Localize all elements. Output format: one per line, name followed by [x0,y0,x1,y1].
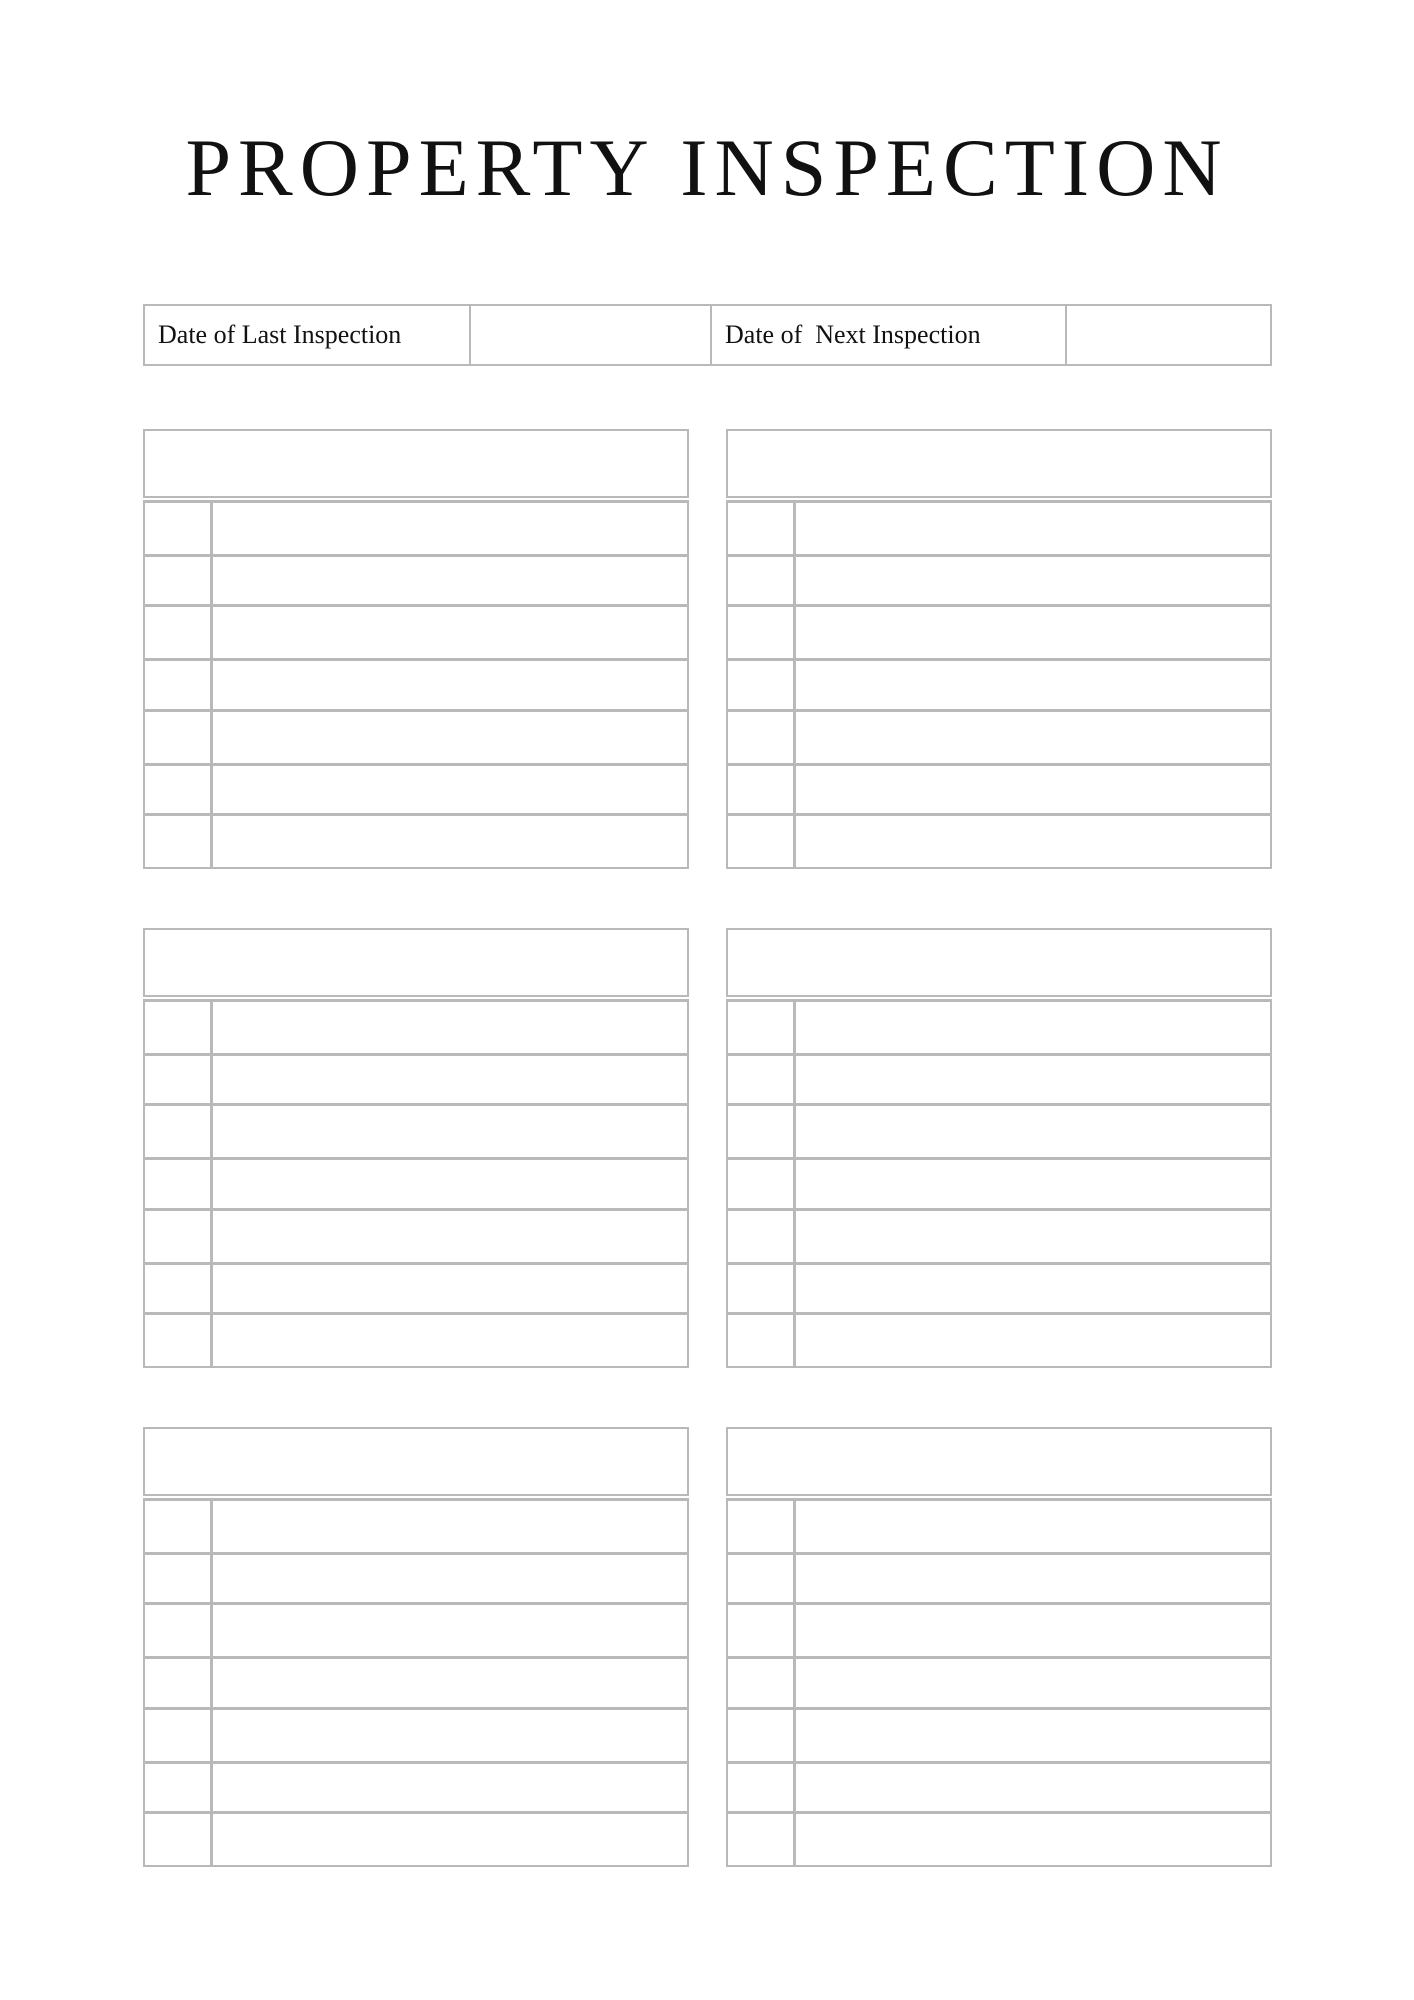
checkbox-cell[interactable] [728,1002,796,1053]
checkbox-cell[interactable] [728,1211,796,1262]
checklist-row [145,1707,687,1761]
inspection-dates-table [143,304,1272,366]
checkbox-cell[interactable] [145,1501,213,1552]
item-text-field[interactable] [213,1555,687,1602]
checklist-row [145,1157,687,1207]
checklist-row [728,1707,1270,1761]
next-inspection-label: Date of Next Inspection [725,320,981,349]
checkbox-cell[interactable] [145,766,213,813]
checkbox-cell[interactable] [145,1659,213,1706]
checklist-row [728,1208,1270,1262]
item-text-field[interactable] [213,1710,687,1761]
item-text-field[interactable] [213,1605,687,1656]
checkbox-cell[interactable] [145,503,213,554]
checklist-row [145,813,687,867]
checkbox-cell[interactable] [728,503,796,554]
section-heading-field[interactable] [726,1427,1272,1496]
item-text-field[interactable] [796,1501,1270,1552]
item-text-field[interactable] [213,1160,687,1207]
checklist-row [145,1656,687,1706]
checkbox-cell[interactable] [728,816,796,867]
checkbox-cell[interactable] [145,1555,213,1602]
checklist-row [728,604,1270,658]
item-text-field[interactable] [796,1764,1270,1811]
checkbox-cell[interactable] [728,1501,796,1552]
checkbox-cell[interactable] [145,816,213,867]
checklist-row [728,1498,1270,1552]
checklist-row [728,1602,1270,1656]
checkbox-cell[interactable] [728,1814,796,1865]
section-heading-field[interactable] [143,429,689,498]
checkbox-cell[interactable] [728,1160,796,1207]
checkbox-cell[interactable] [728,1764,796,1811]
checklist-rows [726,999,1272,1368]
checklist-row [145,658,687,708]
item-text-field[interactable] [796,1106,1270,1157]
checklist-row [728,1262,1270,1312]
item-text-field[interactable] [213,661,687,708]
checkbox-cell[interactable] [145,1814,213,1865]
checklist-row [728,500,1270,554]
checklist-row [728,1157,1270,1207]
item-text-field[interactable] [213,1659,687,1706]
item-text-field[interactable] [796,1555,1270,1602]
checklist-row [728,554,1270,604]
checklist-section [726,429,1272,869]
item-text-field[interactable] [796,1265,1270,1312]
item-text-field[interactable] [213,1315,687,1366]
checkbox-cell[interactable] [728,557,796,604]
checklist-section [143,429,689,869]
checklist-row [145,763,687,813]
item-text-field[interactable] [796,1659,1270,1706]
checklist-row [145,604,687,658]
checkbox-cell[interactable] [145,712,213,763]
item-text-field[interactable] [796,1710,1270,1761]
checklist-row [145,1262,687,1312]
checkbox-cell[interactable] [145,1106,213,1157]
checklist-rows [143,500,689,869]
checklist-row [145,1552,687,1602]
item-text-field[interactable] [213,607,687,658]
item-text-field[interactable] [213,1764,687,1811]
item-text-field[interactable] [796,503,1270,554]
checkbox-cell[interactable] [728,1056,796,1103]
checklist-row [728,1656,1270,1706]
next-inspection-label-cell [710,306,1065,364]
section-heading-field[interactable] [143,928,689,997]
checklist-rows [726,1498,1272,1867]
checklist-section [143,928,689,1368]
checklist-section [726,1427,1272,1867]
checklist-row [728,1811,1270,1865]
item-text-field[interactable] [796,1605,1270,1656]
checklist-section [726,928,1272,1368]
checkbox-cell[interactable] [145,1211,213,1262]
checkbox-cell[interactable] [145,557,213,604]
checklist-row [728,1103,1270,1157]
checkbox-cell[interactable] [728,1265,796,1312]
checklist-row [728,709,1270,763]
checkbox-cell[interactable] [145,661,213,708]
checkbox-cell[interactable] [145,1764,213,1811]
checkbox-cell[interactable] [145,1056,213,1103]
checklist-row [728,813,1270,867]
checkbox-cell[interactable] [728,661,796,708]
item-text-field[interactable] [213,712,687,763]
item-text-field[interactable] [796,1315,1270,1366]
checkbox-cell[interactable] [728,766,796,813]
checkbox-cell[interactable] [728,607,796,658]
checkbox-cell[interactable] [145,1710,213,1761]
item-text-field[interactable] [213,1002,687,1053]
item-text-field[interactable] [796,1814,1270,1865]
checklist-row [145,1811,687,1865]
checklist-rows [143,999,689,1368]
section-heading-field[interactable] [143,1427,689,1496]
item-text-field[interactable] [213,1056,687,1103]
last-inspection-label: Date of Last Inspection [158,320,402,349]
checklist-row [145,1312,687,1366]
checklist-row [728,1312,1270,1366]
item-text-field[interactable] [213,766,687,813]
item-text-field[interactable] [213,1211,687,1262]
checkbox-cell[interactable] [145,1315,213,1366]
checklist-row [145,1053,687,1103]
item-text-field[interactable] [796,1211,1270,1262]
checklist-row [728,658,1270,708]
item-text-field[interactable] [213,1106,687,1157]
checkbox-cell[interactable] [145,1605,213,1656]
checklist-row [145,709,687,763]
checkbox-cell[interactable] [728,712,796,763]
item-text-field[interactable] [796,766,1270,813]
checklist-row [145,1208,687,1262]
section-heading-field[interactable] [726,429,1272,498]
checklist-rows [726,500,1272,869]
checklist-row [145,1498,687,1552]
checkbox-cell[interactable] [728,1106,796,1157]
item-text-field[interactable] [796,816,1270,867]
checklist-section [143,1427,689,1867]
checkbox-cell[interactable] [728,1659,796,1706]
checklist-row [728,1053,1270,1103]
next-inspection-date-field[interactable] [1065,306,1270,364]
item-text-field[interactable] [213,503,687,554]
checkbox-cell[interactable] [145,1265,213,1312]
checkbox-cell[interactable] [145,607,213,658]
item-text-field[interactable] [213,1265,687,1312]
section-heading-field[interactable] [726,928,1272,997]
checklist-row [728,1552,1270,1602]
checkbox-cell[interactable] [145,1160,213,1207]
item-text-field[interactable] [796,1056,1270,1103]
checklist-row [145,1103,687,1157]
checkbox-cell[interactable] [728,1315,796,1366]
last-inspection-label-cell [145,306,469,364]
checklist-row [145,1761,687,1811]
checklist-rows [143,1498,689,1867]
item-text-field[interactable] [213,557,687,604]
item-text-field[interactable] [796,1160,1270,1207]
checklist-row [728,999,1270,1053]
checklist-row [145,1602,687,1656]
last-inspection-date-field[interactable] [469,306,710,364]
item-text-field[interactable] [213,1814,687,1865]
checklist-row [145,500,687,554]
checklist-row [145,554,687,604]
item-text-field[interactable] [213,1501,687,1552]
item-text-field[interactable] [796,607,1270,658]
item-text-field[interactable] [796,661,1270,708]
checklist-row [728,763,1270,813]
checkbox-cell[interactable] [728,1710,796,1761]
item-text-field[interactable] [213,816,687,867]
item-text-field[interactable] [796,557,1270,604]
page-title: PROPERTY INSPECTION [185,122,1229,213]
item-text-field[interactable] [796,1002,1270,1053]
checklist-row [145,999,687,1053]
checklist-row [728,1761,1270,1811]
checkbox-cell[interactable] [728,1555,796,1602]
item-text-field[interactable] [796,712,1270,763]
checkbox-cell[interactable] [145,1002,213,1053]
checkbox-cell[interactable] [728,1605,796,1656]
